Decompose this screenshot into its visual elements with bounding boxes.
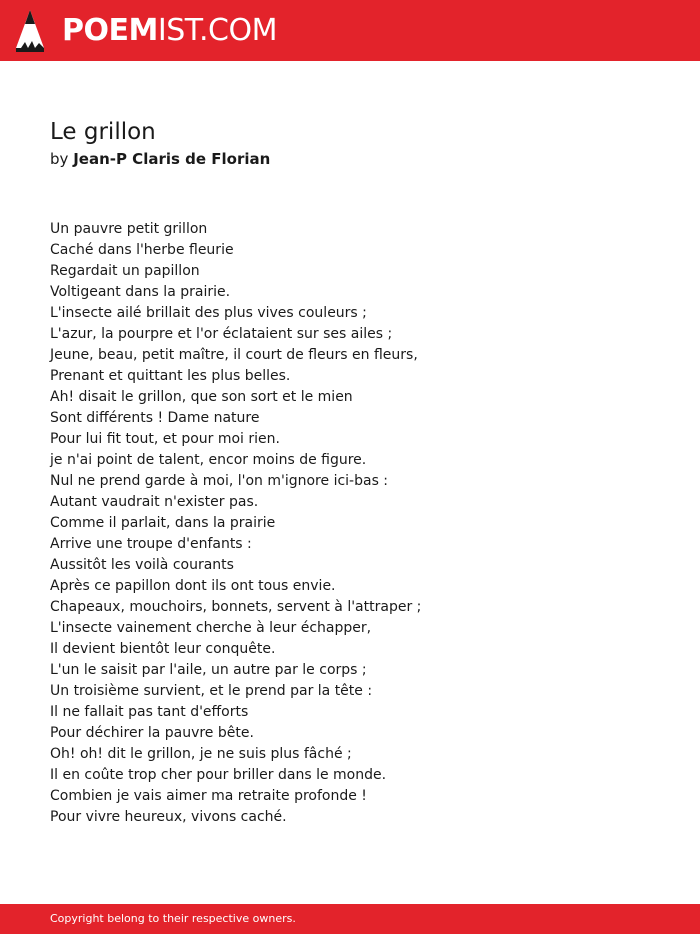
site-footer — [0, 904, 700, 934]
poem-line: Prenant et quittant les plus belles. — [50, 368, 291, 384]
poem-line: Pour lui fit tout, et pour moi rien. — [50, 431, 280, 447]
poem-line: Jeune, beau, petit maître, il court de fleurs en fleurs, — [50, 347, 418, 363]
poem-line: Chapeaux, mouchoirs, bonnets, servent à l'attraper ; — [50, 599, 422, 615]
site-header — [0, 0, 700, 61]
poem-line: Oh! oh! dit le grillon, je ne suis plus fâché ; — [50, 746, 352, 762]
poem-line: L'un le saisit par l'aile, un autre par le corps ; — [50, 662, 367, 678]
by-label: by — [50, 150, 69, 168]
poem-line: je n'ai point de talent, encor moins de figure. — [50, 452, 367, 468]
poem-line: Il devient bientôt leur conquête. — [50, 641, 276, 657]
copyright-text: Copyright belong to their respective owners. — [50, 912, 296, 925]
poem-line: Caché dans l'herbe fleurie — [50, 242, 234, 258]
poem-line: Un pauvre petit grillon — [50, 221, 208, 237]
poem-line: Ah! disait le grillon, que son sort et le mien — [50, 389, 353, 405]
poem-line: Comme il parlait, dans la prairie — [50, 515, 276, 531]
poem-line: Aussitôt les voilà courants — [50, 557, 234, 573]
author-name: Jean-P Claris de Florian — [73, 150, 271, 168]
poem-line: L'azur, la pourpre et l'or éclataient sur ses ailes ; — [50, 326, 393, 342]
site-logo[interactable] — [62, 12, 277, 50]
poem-line: Un troisième survient, et le prend par la tête : — [50, 683, 373, 699]
poem-line: Autant vaudrait n'exister pas. — [50, 494, 259, 510]
poem-line: Voltigeant dans la prairie. — [50, 284, 231, 300]
poem-line: Pour déchirer la pauvre bête. — [50, 725, 254, 741]
logo-bold-text: POEM — [62, 13, 158, 48]
poem-line: Il ne fallait pas tant d'efforts — [50, 704, 249, 720]
logo-light-text: IST.COM — [157, 13, 277, 48]
poem-line: Après ce papillon dont ils ont tous envie. — [50, 578, 336, 594]
pencil-icon[interactable] — [16, 10, 44, 52]
poem-line: Regardait un papillon — [50, 263, 200, 279]
poem-line: Il en coûte trop cher pour briller dans le monde. — [50, 767, 387, 783]
poem-line: L'insecte ailé brillait des plus vives couleurs ; — [50, 305, 367, 321]
byline — [50, 148, 270, 170]
poem-line: Arrive une troupe d'enfants : — [50, 536, 252, 552]
poem-line: Sont différents ! Dame nature — [50, 410, 260, 426]
poem-line: Pour vivre heureux, vivons caché. — [50, 809, 287, 825]
poem-body — [50, 219, 421, 828]
poem-title: Le grillon — [50, 119, 156, 145]
poem-line: Nul ne prend garde à moi, l'on m'ignore ici-bas : — [50, 473, 389, 489]
poem-line: Combien je vais aimer ma retraite profonde ! — [50, 788, 367, 804]
poem-line: L'insecte vainement cherche à leur échapper, — [50, 620, 372, 636]
